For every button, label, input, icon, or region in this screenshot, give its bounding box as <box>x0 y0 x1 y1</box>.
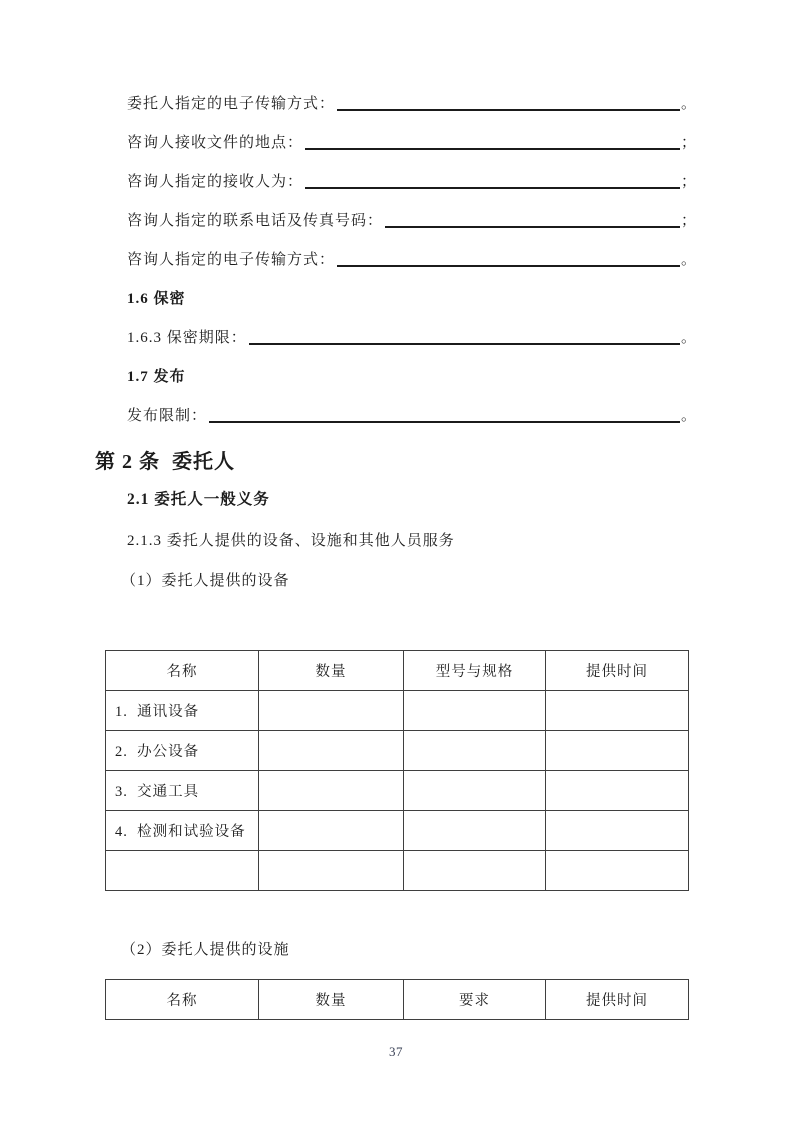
fill-line-label: 咨询人指定的接收人为： <box>127 174 304 190</box>
fill-line-consultant-address <box>95 113 697 152</box>
cell-quantity <box>259 811 404 851</box>
column-header-provide-time: 提供时间 <box>546 651 689 691</box>
cell-name: 4. 检测和试验设备 <box>106 811 259 851</box>
fill-line-label: 发布限制： <box>127 408 208 424</box>
heading-article-2: 第 2 条 委托人 <box>95 451 235 473</box>
facility-table-header-row <box>106 980 689 1020</box>
fill-line-tail: 。 <box>680 408 697 424</box>
fill-line-confidential-period <box>95 308 697 347</box>
cell-provide-time <box>546 691 689 731</box>
fill-line-tail: 。 <box>680 330 697 346</box>
equipment-table <box>105 650 689 891</box>
cell-model-spec <box>404 771 546 811</box>
cell-quantity <box>259 771 404 811</box>
column-header-provide-time: 提供时间 <box>546 980 689 1020</box>
fill-line-tail: ； <box>680 174 697 190</box>
heading-text: 1.7 发布 <box>127 369 186 385</box>
facility-table <box>105 979 689 1020</box>
fill-line-label: 委托人指定的电子传输方式： <box>127 96 336 112</box>
fill-line-consultant-phone-fax <box>95 191 697 230</box>
blank-underline <box>209 415 680 423</box>
blank-underline <box>305 181 680 189</box>
fill-line-client-electronic <box>95 74 697 113</box>
column-header-quantity: 数量 <box>259 980 404 1020</box>
cell-quantity <box>259 691 404 731</box>
paragraph-provided-services: 2.1.3 委托人提供的设备、设施和其他人员服务 <box>127 533 455 549</box>
column-header-requirement: 要求 <box>404 980 546 1020</box>
fill-line-label: 1.6.3 保密期限： <box>127 330 247 346</box>
fill-line-label: 咨询人指定的联系电话及传真号码： <box>127 213 384 229</box>
column-header-name: 名称 <box>106 651 259 691</box>
table-row <box>106 731 689 771</box>
blank-underline <box>337 259 680 267</box>
cell-name: 1. 通讯设备 <box>106 691 259 731</box>
heading-general-obligations: 2.1 委托人一般义务 <box>127 491 270 508</box>
paragraph-item-equipment: （1）委托人提供的设备 <box>121 573 290 589</box>
cell-quantity <box>259 851 404 891</box>
equipment-table-header-row <box>106 651 689 691</box>
table-row <box>106 771 689 811</box>
fill-line-consultant-electronic <box>95 230 697 269</box>
cell-model-spec <box>404 691 546 731</box>
paragraph-item-facility: （2）委托人提供的设施 <box>121 942 290 958</box>
column-header-quantity: 数量 <box>259 651 404 691</box>
cell-name: 2. 办公设备 <box>106 731 259 771</box>
fill-line-tail: ； <box>680 213 697 229</box>
fill-line-consultant-receiver <box>95 152 697 191</box>
blank-underline <box>337 103 680 111</box>
cell-model-spec <box>404 851 546 891</box>
cell-provide-time <box>546 731 689 771</box>
heading-confidentiality <box>95 269 697 308</box>
cell-name <box>106 851 259 891</box>
cell-provide-time <box>546 851 689 891</box>
fill-line-tail: 。 <box>680 252 697 268</box>
fill-line-label: 咨询人接收文件的地点： <box>127 135 304 151</box>
cell-name: 3. 交通工具 <box>106 771 259 811</box>
column-header-model-spec: 型号与规格 <box>404 651 546 691</box>
fill-line-tail: 。 <box>680 96 697 112</box>
fill-line-tail: ； <box>680 135 697 151</box>
heading-text: 1.6 保密 <box>127 291 186 307</box>
blank-underline <box>305 142 680 150</box>
table-row <box>106 851 689 891</box>
fill-line-label: 咨询人指定的电子传输方式： <box>127 252 336 268</box>
blank-underline <box>385 220 680 228</box>
cell-provide-time <box>546 811 689 851</box>
page-number: 37 <box>389 1044 403 1059</box>
fill-line-publish-restriction <box>95 386 697 425</box>
heading-publication <box>95 347 697 386</box>
table-row <box>106 691 689 731</box>
table-row <box>106 811 689 851</box>
cell-model-spec <box>404 731 546 771</box>
cell-quantity <box>259 731 404 771</box>
column-header-name: 名称 <box>106 980 259 1020</box>
cell-model-spec <box>404 811 546 851</box>
cell-provide-time <box>546 771 689 811</box>
blank-underline <box>249 337 680 345</box>
